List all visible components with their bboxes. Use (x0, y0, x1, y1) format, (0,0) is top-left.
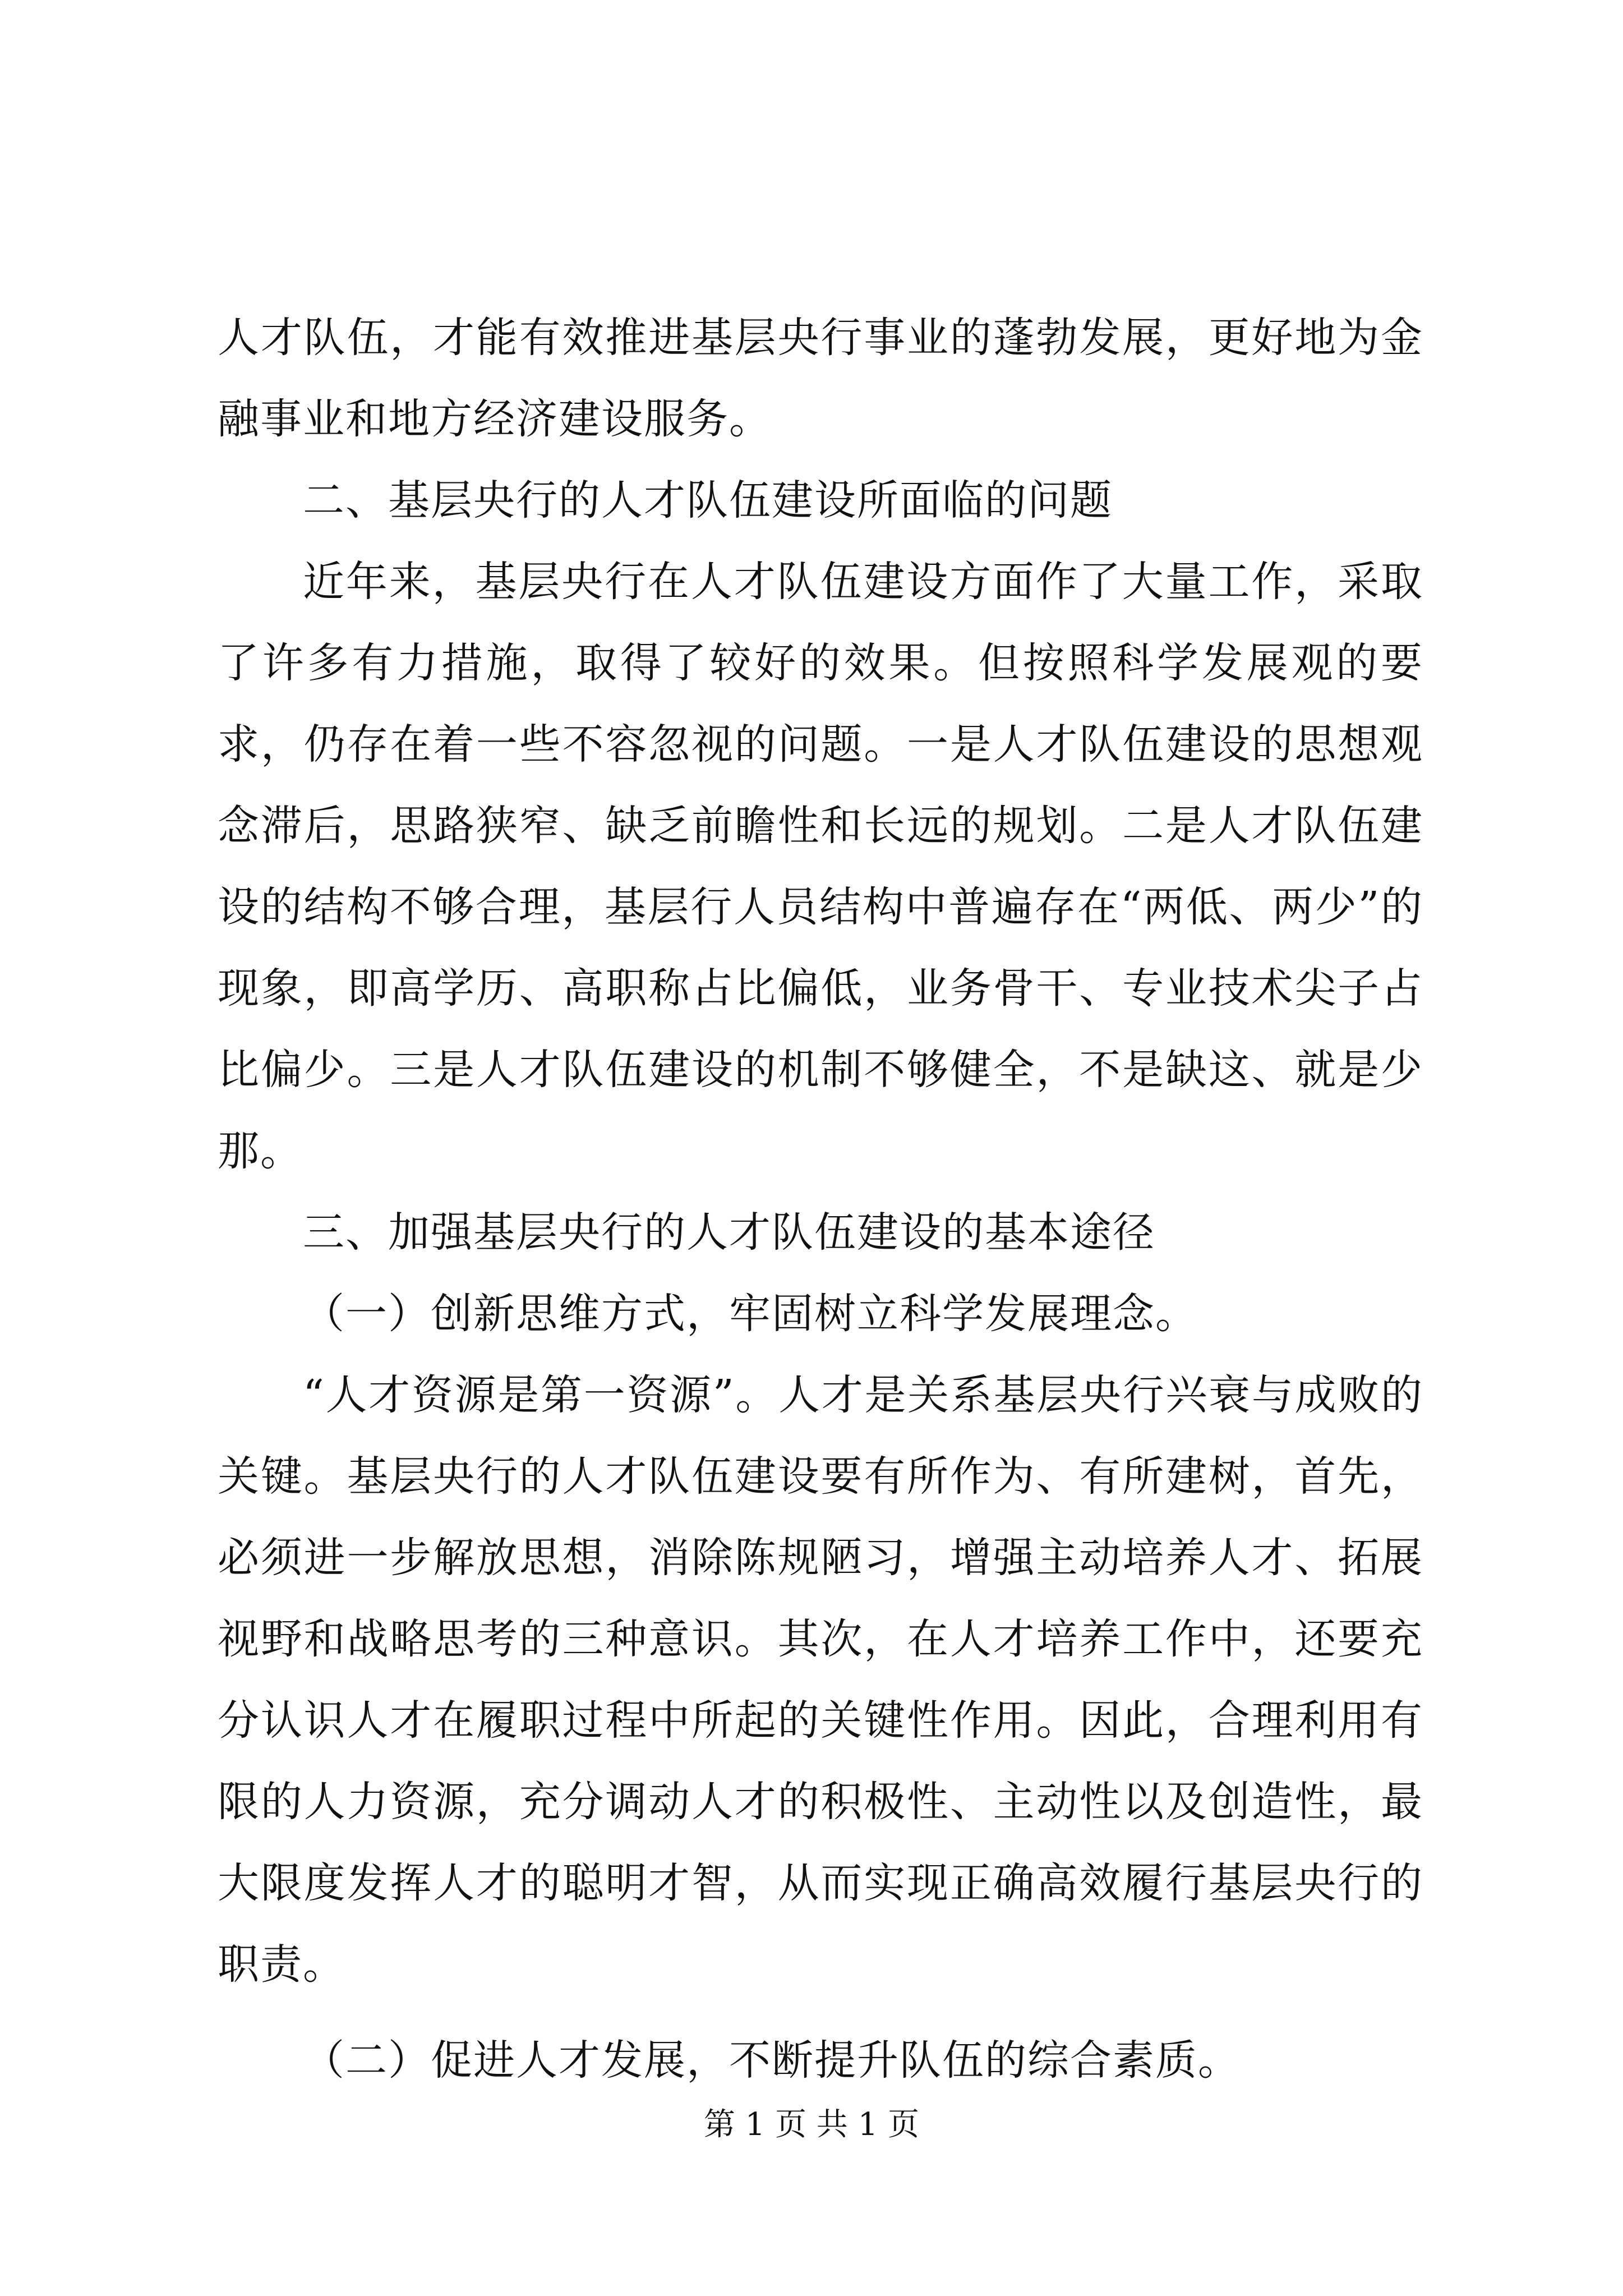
paragraph-problems: 近年来，基层央行在人才队伍建设方面作了大量工作，采取了许多有力措施，取得了较好的效果。但按照科学发展观的要求，仍存在着一些不容忽视的问题。一是人才队伍建设的思想观念滞后，思路狭窄、缺乏前瞻性和长远的规划。二是人才队伍建设的结构不够合理，基层行人员结构中普遍存在“两低、两少”的现象，即高学历、高职称占比偏低，业务骨干、专业技术尖子占比偏少。三是人才队伍建设的机制不够健全，不是缺这、就是少那。 (218, 558, 1423, 1175)
paragraph-talent-resources: “人才资源是第一资源”。人才是关系基层央行兴衰与成败的关键。基层央行的人才队伍建设要有所作为、有所建树，首先，必须进一步解放思想，消除陈规陋习，增强主动培养人才、拓展视野和战略思考的三种意识。其次，在人才培养工作中，还要充分认识人才在履职过程中所起的关键性作用。因此，合理利用有限的人力资源，充分调动人才的积极性、主动性以及创造性，最大限度发挥人才的聪明才智，从而实现正确高效履行基层央行的职责。 (218, 1371, 1423, 1989)
document-body (218, 297, 1423, 2101)
paragraph-continuation: 人才队伍，才能有效推进基层央行事业的蓬勃发展，更好地为金融事业和地方经济建设服务。 (218, 314, 1423, 443)
section-heading-3: 三、加强基层央行的人才队伍建设的基本途径 (303, 1208, 1155, 1257)
subsection-heading-2: （二）促进人才发展，不断提升队伍的综合素质。 (303, 2036, 1241, 2085)
section-heading-2: 二、基层央行的人才队伍建设所面临的问题 (303, 476, 1113, 524)
page-footer: 第 1 页 共 1 页 (703, 2106, 920, 2143)
subsection-heading-1: （一）创新思维方式，牢固树立科学发展理念。 (303, 1290, 1198, 1338)
